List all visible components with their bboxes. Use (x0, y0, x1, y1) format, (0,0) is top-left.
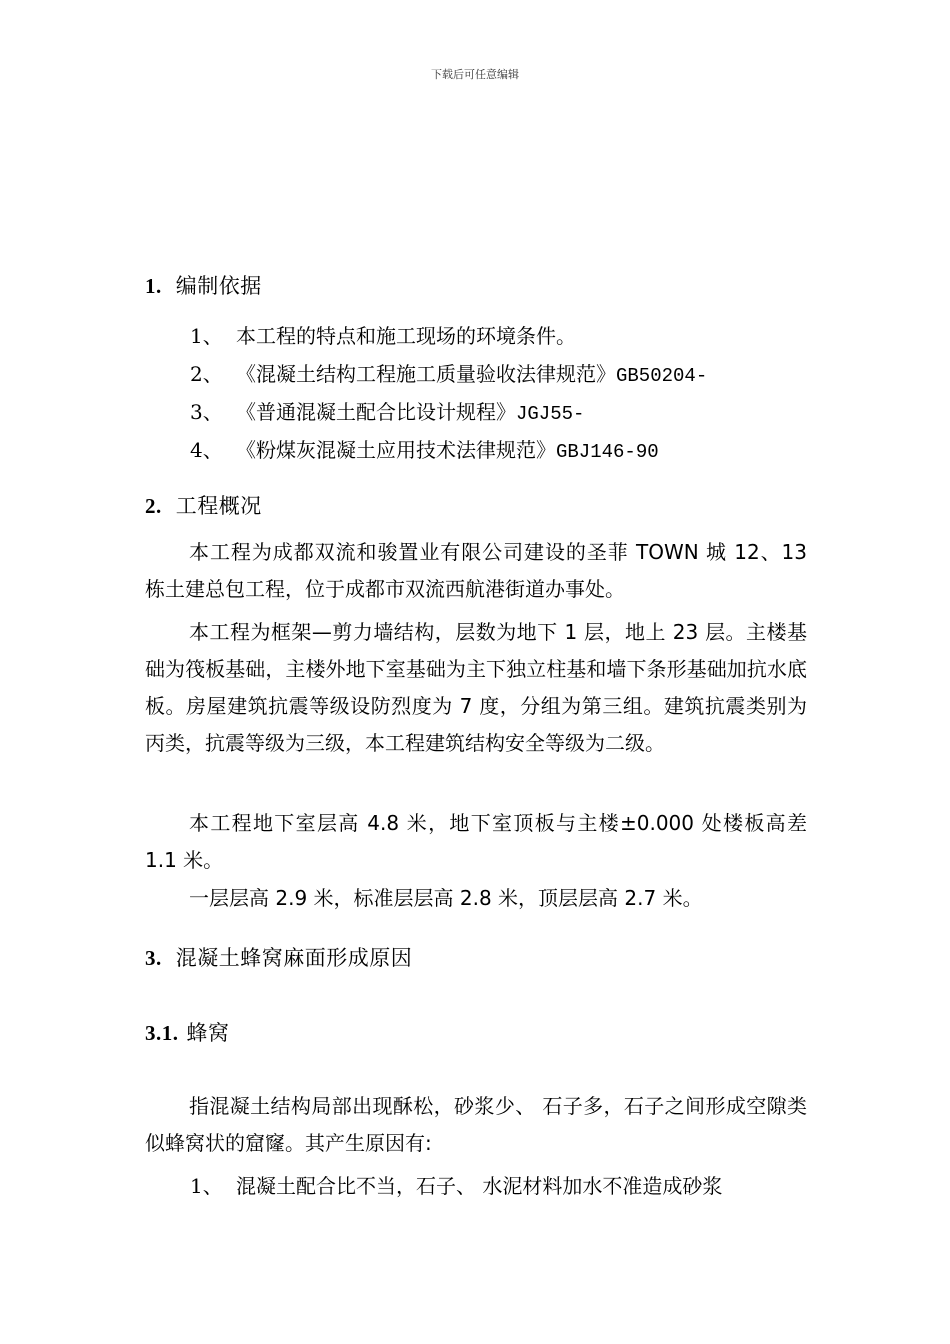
list-text: 《粉煤灰混凝土应用技术法律规范》 (236, 438, 556, 462)
list-text: 本工程的特点和施工现场的环境条件。 (236, 324, 576, 348)
section-title: 混凝土蜂窝麻面形成原因 (175, 946, 413, 970)
section-number: 3. (145, 946, 162, 970)
section-number: 1. (145, 274, 162, 298)
paragraph: 本工程为成都双流和骏置业有限公司建设的圣菲 TOWN 城 12、13 栋土建总包工程，位于成都市双流西航港街道办事处。 (145, 540, 807, 601)
standard-code: JGJ55- (516, 403, 585, 425)
list-index: 1、 (190, 1174, 223, 1198)
list-index: 1、 (190, 324, 223, 348)
paragraph: 一层层高 2.9 米，标准层层高 2.8 米，顶层层高 2.7 米。 (189, 886, 703, 910)
list-item (190, 434, 659, 463)
list-text: 《混凝土结构工程施工质量验收法律规范》 (236, 362, 616, 386)
list-item (190, 320, 576, 349)
section-title: 蜂窝 (186, 1021, 230, 1045)
section-title: 工程概况 (175, 494, 262, 518)
list-item (190, 396, 584, 425)
section-1-heading (145, 270, 262, 300)
list-text: 混凝土配合比不当，石子、 水泥材料加水不准造成砂浆 (236, 1174, 723, 1198)
standard-code: GB50204- (616, 365, 708, 387)
list-index: 3、 (190, 400, 223, 424)
section-number: 3.1. (145, 1021, 179, 1045)
section-number: 2. (145, 494, 162, 518)
section-title: 编制依据 (175, 274, 262, 298)
list-item (190, 1170, 722, 1199)
paragraph: 本工程为框架—剪力墙结构，层数为地下 1 层，地上 23 层。主楼基础为筏板基础，主楼外地下室基础为主下独立柱基和墙下条形基础加抗水底板。房屋建筑抗震等级设防烈度为 7 度，分组为第三组。建筑抗震类别为丙类，抗震等级为三级，本工程建筑结构安全等级为二级。 (145, 620, 807, 755)
header-note: 下载后可任意编辑 (431, 68, 519, 81)
paragraph: 本工程地下室层高 4.8 米，地下室顶板与主楼±0.000 处楼板高差 1.1 米。 (145, 811, 807, 872)
section-3-1-heading (145, 1017, 230, 1047)
list-text: 《普通混凝土配合比设计规程》 (236, 400, 516, 424)
section-3-heading (145, 942, 412, 972)
section-2-heading (145, 490, 262, 520)
list-item (190, 358, 707, 387)
list-index: 4、 (190, 438, 223, 462)
paragraph: 指混凝土结构局部出现酥松，砂浆少、 石子多，石子之间形成空隙类似蜂窝状的窟窿。其产生原因有: (145, 1094, 807, 1155)
standard-code: GBJ146-90 (556, 441, 659, 463)
list-index: 2、 (190, 362, 223, 386)
